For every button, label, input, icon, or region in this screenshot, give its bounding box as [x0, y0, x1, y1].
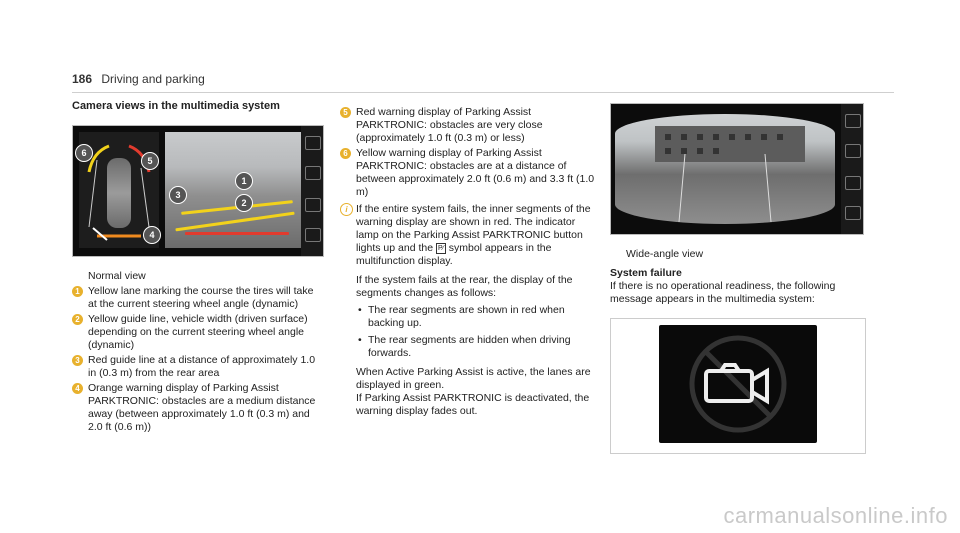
camera-side-menu	[841, 104, 863, 234]
parking-icon[interactable]	[305, 198, 321, 212]
section-title: Camera views in the multimedia system	[72, 100, 280, 112]
callout-badge: 5	[141, 152, 159, 170]
camera-off-icon	[659, 325, 817, 443]
callout-badge: 2	[235, 194, 253, 212]
camera-menu-icon[interactable]	[305, 136, 321, 150]
settings-icon[interactable]	[305, 228, 321, 242]
bullet-item: • The rear segments are hidden when driving forwards.	[340, 334, 595, 360]
wide-angle-image	[610, 103, 864, 235]
page-header	[72, 72, 205, 86]
info-note: i If the entire system fails, the inner segments of the warning display are shown in red. The indicator lamp on the Parking Assist PARKTRONIC button lights up and the P⁄ symbol appears in the multifunction display.	[340, 203, 595, 268]
bullet-item: • The rear segments are shown in red when backing up.	[340, 304, 595, 330]
list-item: 2 Yellow guide line, vehicle width (driven surface) depending on the current steering wheel angle (dynamic)	[72, 313, 324, 352]
wide-guide-lines	[615, 114, 835, 224]
camera-side-menu	[301, 126, 323, 256]
red-guide-line	[185, 232, 289, 235]
parking-icon[interactable]	[845, 176, 861, 190]
normal-view-image	[72, 125, 324, 257]
wide-angle-view	[615, 114, 835, 224]
list-item: 1 Yellow lane marking the course the tires will take at the current steering wheel angle (dynamic)	[72, 285, 324, 311]
callout-badge: 3	[169, 186, 187, 204]
callout-badge: 6	[75, 144, 93, 162]
active-assist-text: When Active Parking Assist is active, the lanes are displayed in green.	[356, 366, 591, 391]
list-item: 3 Red guide line at a distance of approximately 1.0 in (0.3 m) from the rear area	[72, 354, 324, 380]
watermark: carmanualsonline.info	[723, 503, 948, 528]
failure-screen	[659, 325, 817, 443]
parktronic-symbol-icon: P⁄	[437, 244, 444, 252]
failure-message-image	[610, 318, 866, 454]
left-text	[72, 270, 324, 436]
camera-view-icon[interactable]	[845, 144, 861, 158]
camera-menu-icon[interactable]	[845, 114, 861, 128]
deactivated-text: If Parking Assist PARKTRONIC is deactivated, the warning display fades out.	[356, 392, 590, 417]
rear-failure-text: If the system fails at the rear, the display of the segments changes as follows:	[356, 274, 573, 299]
callout-badge: 4	[143, 226, 161, 244]
camera-view-icon[interactable]	[305, 166, 321, 180]
image-caption: Wide-angle view	[626, 248, 704, 260]
page-number: 186	[72, 72, 93, 86]
middle-column	[340, 106, 595, 418]
failure-text: If there is no operational readiness, the following message appears in the multimedia system:	[610, 280, 836, 305]
settings-icon[interactable]	[845, 206, 861, 220]
info-icon: i	[340, 203, 353, 216]
failure-title: System failure	[610, 267, 682, 279]
image-caption: Normal view	[88, 270, 146, 282]
callout-badge: 1	[235, 172, 253, 190]
list-item: 5 Red warning display of Parking Assist PARKTRONIC: obstacles are very close (approximately 1.0 ft (0.3 m) or less)	[340, 106, 595, 145]
right-text	[610, 248, 864, 306]
list-item: 4 Orange warning display of Parking Assist PARKTRONIC: obstacles are a medium distance away (between approximately 1.0 ft (0.3 m) and 2.0 ft (0.6 m))	[72, 382, 324, 434]
list-item: 6 Yellow warning display of Parking Assist PARKTRONIC: obstacles are at a distance of between approximately 2.0 ft (0.6 m) and 3.3 ft (1.0 m)	[340, 147, 595, 199]
yellow-lane	[175, 212, 294, 232]
chapter-title: Driving and parking	[101, 72, 205, 86]
left-column	[72, 100, 324, 123]
header-rule	[72, 92, 894, 93]
